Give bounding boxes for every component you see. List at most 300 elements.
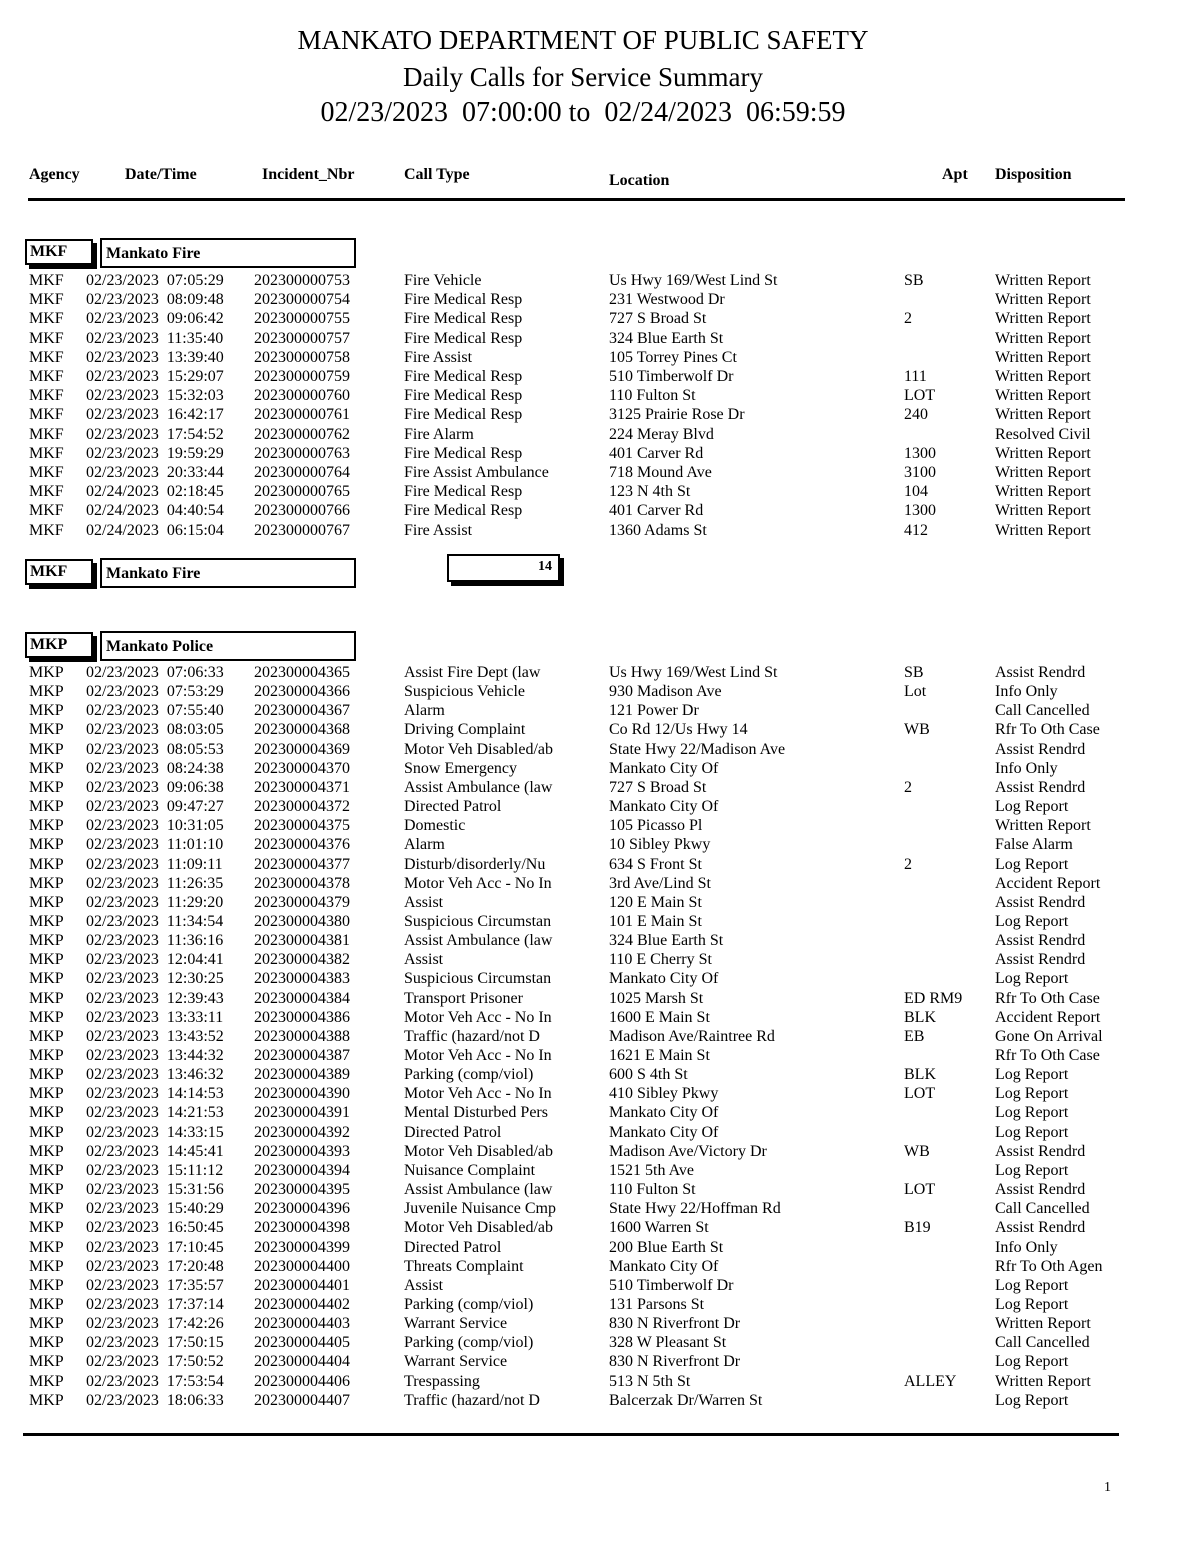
agency-cell: MKP	[29, 855, 64, 873]
location-cell: 727 S Broad St	[609, 778, 707, 796]
section-code-box	[25, 239, 93, 265]
page-number: 1	[1104, 1480, 1111, 1495]
location-cell: 123 N 4th St	[609, 483, 691, 501]
agency-cell: MKP	[29, 932, 64, 950]
call-type-cell: Assist Ambulance (law	[404, 1181, 553, 1199]
apt-cell: 3100	[904, 464, 936, 481]
datetime-cell: 02/23/2023 14:21:53	[86, 1104, 224, 1122]
section-name-box	[100, 631, 356, 661]
location-cell: 1360 Adams St	[609, 521, 707, 539]
location-cell: 1600 Warren St	[609, 1219, 709, 1237]
datetime-cell: 02/24/2023 06:15:04	[86, 521, 224, 539]
location-cell: 718 Mound Ave	[609, 464, 712, 481]
datetime-cell: 02/23/2023 13:44:32	[86, 1047, 224, 1064]
location-cell: 1025 Marsh St	[609, 989, 704, 1007]
disposition-cell: Log Report	[995, 1276, 1069, 1294]
disposition-cell: Assist Rendrd	[995, 778, 1086, 796]
incident-number-cell: 202300004390	[254, 1085, 350, 1103]
disposition-cell: Assist Rendrd	[995, 1219, 1086, 1237]
disposition-cell: Assist Rendrd	[995, 893, 1086, 911]
call-type-cell: Trespassing	[404, 1372, 480, 1390]
section-code: MKP	[30, 636, 68, 653]
location-cell: Mankato City Of	[609, 970, 719, 988]
incident-number-cell: 202300004370	[254, 759, 350, 777]
incident-number-cell: 202300004375	[254, 817, 350, 835]
agency-cell: MKP	[29, 740, 64, 758]
apt-cell: SB	[904, 664, 924, 681]
apt-cell: WB	[904, 1142, 930, 1160]
datetime-cell: 02/23/2023 16:42:17	[86, 406, 224, 424]
disposition-cell: Rfr To Oth Case	[995, 1047, 1100, 1064]
datetime-cell: 02/23/2023 17:50:15	[86, 1334, 224, 1352]
agency-cell: MKF	[29, 521, 64, 539]
agency-cell: MKP	[29, 1142, 64, 1160]
disposition-cell: Accident Report	[995, 874, 1101, 892]
datetime-cell: 02/23/2023 13:43:52	[86, 1027, 224, 1045]
disposition-cell: Info Only	[995, 759, 1058, 777]
incident-number-cell: 202300004399	[254, 1238, 350, 1256]
apt-cell: B19	[904, 1219, 931, 1237]
incident-number-cell: 202300004394	[254, 1161, 350, 1179]
call-type-cell: Fire Medical Resp	[404, 406, 523, 424]
datetime-cell: 02/23/2023 08:24:38	[86, 759, 224, 777]
disposition-cell: Written Report	[995, 521, 1091, 539]
location-cell: Mankato City Of	[609, 1257, 719, 1275]
agency-cell: MKF	[29, 348, 64, 366]
section-name: Mankato Fire	[106, 245, 201, 262]
disposition-cell: Written Report	[995, 483, 1091, 501]
agency-cell: MKP	[29, 970, 64, 988]
location-cell: 121 Power Dr	[609, 702, 699, 720]
datetime-cell: 02/23/2023 11:34:54	[86, 912, 224, 930]
location-cell: Mankato City Of	[609, 1123, 719, 1141]
call-type-cell: Driving Complaint	[404, 721, 526, 739]
incident-number-cell: 202300004371	[254, 778, 350, 796]
incident-number-cell: 202300004381	[254, 932, 350, 950]
call-type-cell: Motor Veh Acc - No In	[404, 874, 552, 892]
datetime-cell: 02/23/2023 11:35:40	[86, 329, 224, 347]
datetime-cell: 02/24/2023 02:18:45	[86, 483, 224, 501]
call-type-cell: Nuisance Complaint	[404, 1161, 536, 1179]
apt-cell: 1300	[904, 502, 936, 520]
apt-cell: BLK	[904, 1008, 936, 1026]
datetime-cell: 02/23/2023 14:33:15	[86, 1123, 224, 1141]
call-type-cell: Traffic (hazard/not D	[404, 1391, 540, 1409]
call-type-cell: Fire Medical Resp	[404, 310, 523, 328]
call-type-cell: Fire Assist Ambulance	[404, 464, 549, 481]
agency-cell: MKP	[29, 702, 64, 720]
location-cell: 830 N Riverfront Dr	[609, 1315, 741, 1333]
disposition-cell: Assist Rendrd	[995, 951, 1086, 969]
datetime-cell: 02/23/2023 20:33:44	[86, 464, 224, 481]
incident-number-cell: 202300004383	[254, 970, 350, 988]
call-type-cell: Directed Patrol	[404, 1123, 502, 1141]
datetime-cell: 02/23/2023 17:35:57	[86, 1276, 224, 1294]
disposition-cell: Written Report	[995, 444, 1091, 462]
incident-number-cell: 202300000761	[254, 406, 350, 424]
call-type-cell: Fire Alarm	[404, 425, 474, 443]
incident-number-cell: 202300000762	[254, 425, 350, 443]
disposition-cell: Log Report	[995, 1161, 1069, 1179]
datetime-cell: 02/23/2023 09:06:38	[86, 778, 224, 796]
agency-cell: MKF	[29, 444, 64, 462]
incident-number-cell: 202300000763	[254, 444, 350, 462]
agency-cell: MKF	[29, 329, 64, 347]
location-cell: 131 Parsons St	[609, 1295, 705, 1313]
disposition-cell: Written Report	[995, 817, 1091, 835]
disposition-cell: Log Report	[995, 970, 1069, 988]
agency-cell: MKP	[29, 1315, 64, 1333]
disposition-cell: False Alarm	[995, 836, 1073, 854]
call-type-cell: Assist Fire Dept (law	[404, 664, 541, 681]
agency-cell: MKP	[29, 1295, 64, 1313]
incident-number-cell: 202300004387	[254, 1047, 350, 1064]
incident-number-cell: 202300000759	[254, 368, 350, 385]
disposition-cell: Assist Rendrd	[995, 932, 1086, 950]
location-cell: State Hwy 22/Hoffman Rd	[609, 1200, 781, 1218]
datetime-cell: 02/23/2023 15:11:12	[86, 1161, 224, 1179]
agency-cell: MKF	[29, 291, 64, 309]
call-type-cell: Assist Ambulance (law	[404, 778, 553, 796]
col-header-apt: Apt	[942, 166, 968, 183]
location-cell: 110 E Cherry St	[609, 951, 712, 969]
datetime-cell: 02/23/2023 12:39:43	[86, 989, 224, 1007]
call-type-cell: Alarm	[404, 702, 445, 720]
disposition-cell: Call Cancelled	[995, 702, 1090, 720]
section-footer-name: Mankato Fire	[106, 565, 201, 582]
location-cell: 10 Sibley Pkwy	[609, 836, 711, 854]
col-header-incident: Incident_Nbr	[262, 166, 355, 183]
datetime-cell: 02/23/2023 08:05:53	[86, 740, 224, 758]
location-cell: 727 S Broad St	[609, 310, 707, 328]
call-type-cell: Fire Medical Resp	[404, 329, 523, 347]
disposition-cell: Accident Report	[995, 1008, 1101, 1026]
col-header-location: Location	[609, 172, 670, 189]
datetime-cell: 02/23/2023 12:04:41	[86, 951, 224, 969]
incident-number-cell: 202300004367	[254, 702, 350, 720]
agency-cell: MKF	[29, 310, 64, 328]
datetime-cell: 02/23/2023 11:26:35	[86, 874, 224, 892]
call-type-cell: Fire Assist	[404, 521, 473, 539]
call-type-cell: Warrant Service	[404, 1315, 508, 1333]
agency-cell: MKP	[29, 1334, 64, 1352]
agency-cell: MKF	[29, 425, 64, 443]
section-name: Mankato Police	[106, 638, 214, 655]
call-type-cell: Suspicious Circumstan	[404, 912, 552, 930]
section-name-box	[100, 238, 356, 268]
agency-cell: MKP	[29, 683, 64, 701]
agency-cell: MKF	[29, 502, 64, 520]
call-type-cell: Motor Veh Acc - No In	[404, 1008, 552, 1026]
incident-number-cell: 202300000760	[254, 387, 350, 405]
location-cell: 110 Fulton St	[609, 387, 696, 405]
call-type-cell: Motor Veh Acc - No In	[404, 1047, 552, 1064]
call-type-cell: Fire Medical Resp	[404, 502, 523, 520]
call-type-cell: Assist Ambulance (law	[404, 932, 553, 950]
incident-number-cell: 202300004398	[254, 1219, 350, 1237]
location-cell: 1600 E Main St	[609, 1008, 710, 1026]
datetime-cell: 02/23/2023 10:31:05	[86, 817, 224, 835]
location-cell: 200 Blue Earth St	[609, 1238, 724, 1256]
incident-number-cell: 202300004389	[254, 1066, 350, 1084]
disposition-cell: Call Cancelled	[995, 1200, 1090, 1218]
incident-number-cell: 202300004376	[254, 836, 350, 854]
footer-rule	[23, 1433, 1119, 1436]
call-type-cell: Fire Medical Resp	[404, 387, 523, 405]
location-cell: Us Hwy 169/West Lind St	[609, 272, 778, 289]
datetime-cell: 02/23/2023 07:06:33	[86, 664, 224, 681]
datetime-cell: 02/23/2023 11:36:16	[86, 932, 224, 950]
location-cell: Balcerzak Dr/Warren St	[609, 1391, 763, 1409]
apt-cell: ALLEY	[904, 1372, 957, 1390]
call-type-cell: Motor Veh Disabled/ab	[404, 1219, 554, 1237]
call-type-cell: Snow Emergency	[404, 759, 518, 777]
datetime-cell: 02/23/2023 07:53:29	[86, 683, 224, 701]
apt-cell: EB	[904, 1027, 925, 1045]
disposition-cell: Log Report	[995, 1123, 1069, 1141]
agency-cell: MKP	[29, 1181, 64, 1199]
disposition-cell: Log Report	[995, 1085, 1069, 1103]
incident-number-cell: 202300004391	[254, 1104, 350, 1122]
section-total-box	[447, 554, 560, 582]
agency-cell: MKP	[29, 1104, 64, 1122]
agency-cell: MKP	[29, 1219, 64, 1237]
col-header-disposition: Disposition	[995, 166, 1072, 183]
apt-cell: LOT	[904, 1181, 936, 1199]
section-footer-name-box	[100, 558, 356, 588]
apt-cell: 2	[904, 310, 912, 328]
location-cell: Madison Ave/Raintree Rd	[609, 1027, 775, 1045]
call-type-cell: Directed Patrol	[404, 798, 502, 816]
location-cell: Madison Ave/Victory Dr	[609, 1142, 767, 1160]
incident-number-cell: 202300000755	[254, 310, 350, 328]
call-type-cell: Fire Medical Resp	[404, 444, 523, 462]
incident-number-cell: 202300004393	[254, 1142, 350, 1160]
datetime-cell: 02/23/2023 15:31:56	[86, 1181, 224, 1199]
agency-cell: MKF	[29, 272, 64, 289]
disposition-cell: Written Report	[995, 329, 1091, 347]
location-cell: 600 S 4th St	[609, 1066, 688, 1084]
call-type-cell: Assist	[404, 893, 444, 911]
call-type-cell: Suspicious Vehicle	[404, 683, 526, 701]
disposition-cell: Rfr To Oth Case	[995, 721, 1100, 739]
incident-number-cell: 202300000753	[254, 272, 350, 289]
apt-cell: 2	[904, 778, 912, 796]
call-type-cell: Mental Disturbed Pers	[404, 1104, 548, 1122]
location-cell: 101 E Main St	[609, 912, 702, 930]
agency-cell: MKP	[29, 912, 64, 930]
agency-cell: MKF	[29, 464, 64, 481]
datetime-cell: 02/23/2023 09:47:27	[86, 798, 224, 816]
agency-cell: MKP	[29, 1047, 64, 1064]
agency-cell: MKP	[29, 817, 64, 835]
call-type-cell: Parking (comp/viol)	[404, 1334, 534, 1352]
location-cell: Mankato City Of	[609, 1104, 719, 1122]
location-cell: State Hwy 22/Madison Ave	[609, 740, 786, 758]
apt-cell: 111	[904, 368, 927, 385]
incident-number-cell: 202300004368	[254, 721, 350, 739]
incident-number-cell: 202300000758	[254, 348, 350, 366]
agency-cell: MKP	[29, 798, 64, 816]
datetime-cell: 02/23/2023 15:40:29	[86, 1200, 224, 1218]
incident-number-cell: 202300004396	[254, 1200, 350, 1218]
call-type-cell: Suspicious Circumstan	[404, 970, 552, 988]
apt-cell: WB	[904, 721, 930, 739]
incident-number-cell: 202300000757	[254, 329, 350, 347]
disposition-cell: Written Report	[995, 368, 1091, 385]
agency-cell: MKP	[29, 1066, 64, 1084]
disposition-cell: Log Report	[995, 1295, 1069, 1313]
location-cell: 510 Timberwolf Dr	[609, 1276, 734, 1294]
datetime-cell: 02/23/2023 19:59:29	[86, 444, 224, 462]
agency-cell: MKP	[29, 1123, 64, 1141]
incident-number-cell: 202300000767	[254, 521, 350, 539]
section-footer-code: MKF	[30, 563, 68, 580]
report-title: Daily Calls for Service Summary	[403, 62, 763, 92]
location-cell: 930 Madison Ave	[609, 683, 722, 701]
location-cell: 231 Westwood Dr	[609, 291, 725, 309]
location-cell: 105 Torrey Pines Ct	[609, 348, 737, 366]
location-cell: 224 Meray Blvd	[609, 425, 714, 443]
col-header-datetime: Date/Time	[125, 166, 197, 183]
call-type-cell: Motor Veh Acc - No In	[404, 1085, 552, 1103]
incident-number-cell: 202300000764	[254, 464, 350, 481]
agency-cell: MKP	[29, 874, 64, 892]
disposition-cell: Info Only	[995, 683, 1058, 701]
incident-number-cell: 202300004372	[254, 798, 350, 816]
location-cell: 513 N 5th St	[609, 1372, 691, 1390]
datetime-cell: 02/23/2023 08:03:05	[86, 721, 224, 739]
incident-number-cell: 202300004382	[254, 951, 350, 969]
col-header-calltype: Call Type	[404, 166, 470, 183]
call-type-cell: Alarm	[404, 836, 445, 854]
agency-cell: MKP	[29, 664, 64, 681]
location-cell: 401 Carver Rd	[609, 502, 704, 520]
col-header-agency: Agency	[29, 166, 80, 183]
call-type-cell: Assist	[404, 1276, 444, 1294]
disposition-cell: Written Report	[995, 310, 1091, 328]
datetime-cell: 02/23/2023 13:39:40	[86, 348, 224, 366]
disposition-cell: Gone On Arrival	[995, 1027, 1103, 1045]
location-cell: Us Hwy 169/West Lind St	[609, 664, 778, 681]
disposition-cell: Log Report	[995, 1353, 1069, 1371]
disposition-cell: Assist Rendrd	[995, 664, 1086, 681]
agency-cell: MKF	[29, 368, 64, 385]
incident-number-cell: 202300004380	[254, 912, 350, 930]
section-total: 14	[538, 559, 552, 574]
agency-cell: MKP	[29, 989, 64, 1007]
datetime-cell: 02/24/2023 04:40:54	[86, 502, 224, 520]
datetime-cell: 02/23/2023 17:20:48	[86, 1257, 224, 1275]
agency-cell: MKP	[29, 1200, 64, 1218]
location-cell: Mankato City Of	[609, 798, 719, 816]
location-cell: 324 Blue Earth St	[609, 932, 724, 950]
disposition-cell: Written Report	[995, 502, 1091, 520]
agency-cell: MKP	[29, 1008, 64, 1026]
agency-cell: MKP	[29, 1257, 64, 1275]
call-type-cell: Motor Veh Disabled/ab	[404, 1142, 554, 1160]
datetime-cell: 02/23/2023 12:30:25	[86, 970, 224, 988]
call-type-cell: Fire Medical Resp	[404, 368, 523, 385]
agency-cell: MKP	[29, 893, 64, 911]
report-date-range: 02/23/2023 07:00:00 to 02/24/2023 06:59:59	[320, 97, 846, 128]
agency-cell: MKP	[29, 778, 64, 796]
location-cell: 328 W Pleasant St	[609, 1334, 727, 1352]
disposition-cell: Written Report	[995, 272, 1091, 289]
datetime-cell: 02/23/2023 17:10:45	[86, 1238, 224, 1256]
location-cell: 410 Sibley Pkwy	[609, 1085, 719, 1103]
call-type-cell: Fire Assist	[404, 348, 473, 366]
datetime-cell: 02/23/2023 07:05:29	[86, 272, 224, 289]
incident-number-cell: 202300004400	[254, 1257, 350, 1275]
incident-number-cell: 202300004405	[254, 1334, 350, 1352]
incident-number-cell: 202300004369	[254, 740, 350, 758]
incident-number-cell: 202300004378	[254, 874, 350, 892]
incident-number-cell: 202300004366	[254, 683, 350, 701]
call-type-cell: Fire Vehicle	[404, 272, 482, 289]
datetime-cell: 02/23/2023 17:53:54	[86, 1372, 224, 1390]
disposition-cell: Written Report	[995, 464, 1091, 481]
datetime-cell: 02/23/2023 08:09:48	[86, 291, 224, 309]
disposition-cell: Written Report	[995, 348, 1091, 366]
incident-number-cell: 202300004404	[254, 1353, 350, 1371]
datetime-cell: 02/23/2023 07:55:40	[86, 702, 224, 720]
incident-number-cell: 202300004386	[254, 1008, 350, 1026]
datetime-cell: 02/23/2023 11:29:20	[86, 893, 224, 911]
datetime-cell: 02/23/2023 18:06:33	[86, 1391, 224, 1409]
location-cell: 634 S Front St	[609, 855, 702, 873]
location-cell: 110 Fulton St	[609, 1181, 696, 1199]
disposition-cell: Written Report	[995, 1315, 1091, 1333]
call-type-cell: Assist	[404, 951, 444, 969]
disposition-cell: Written Report	[995, 291, 1091, 309]
call-type-cell: Motor Veh Disabled/ab	[404, 740, 554, 758]
agency-cell: MKP	[29, 951, 64, 969]
disposition-cell: Rfr To Oth Agen	[995, 1257, 1103, 1275]
section-footer-code-box	[25, 559, 93, 585]
apt-cell: BLK	[904, 1066, 936, 1084]
incident-number-cell: 202300004384	[254, 989, 350, 1007]
call-type-cell: Fire Medical Resp	[404, 291, 523, 309]
location-cell: 105 Picasso Pl	[609, 817, 703, 835]
datetime-cell: 02/23/2023 14:14:53	[86, 1085, 224, 1103]
location-cell: 401 Carver Rd	[609, 444, 704, 462]
call-type-cell: Domestic	[404, 817, 466, 835]
call-type-cell: Directed Patrol	[404, 1238, 502, 1256]
location-cell: Co Rd 12/Us Hwy 14	[609, 721, 748, 739]
location-cell: 1521 5th Ave	[609, 1161, 695, 1179]
apt-cell: Lot	[904, 683, 927, 701]
datetime-cell: 02/23/2023 17:37:14	[86, 1295, 224, 1313]
disposition-cell: Log Report	[995, 855, 1069, 873]
incident-number-cell: 202300004392	[254, 1123, 350, 1141]
report-org: MANKATO DEPARTMENT OF PUBLIC SAFETY	[297, 25, 869, 55]
agency-cell: MKP	[29, 1085, 64, 1103]
apt-cell: LOT	[904, 1085, 936, 1103]
header-rule	[28, 198, 1125, 201]
agency-cell: MKF	[29, 406, 64, 424]
incident-number-cell: 202300000754	[254, 291, 350, 309]
call-type-cell: Fire Medical Resp	[404, 483, 523, 501]
apt-cell: 2	[904, 855, 912, 873]
apt-cell: 1300	[904, 444, 936, 462]
apt-cell: ED RM9	[904, 989, 963, 1007]
disposition-cell: Assist Rendrd	[995, 1181, 1086, 1199]
incident-number-cell: 202300000765	[254, 483, 350, 501]
incident-number-cell: 202300004388	[254, 1027, 350, 1045]
call-type-cell: Warrant Service	[404, 1353, 508, 1371]
location-cell: 324 Blue Earth St	[609, 329, 724, 347]
